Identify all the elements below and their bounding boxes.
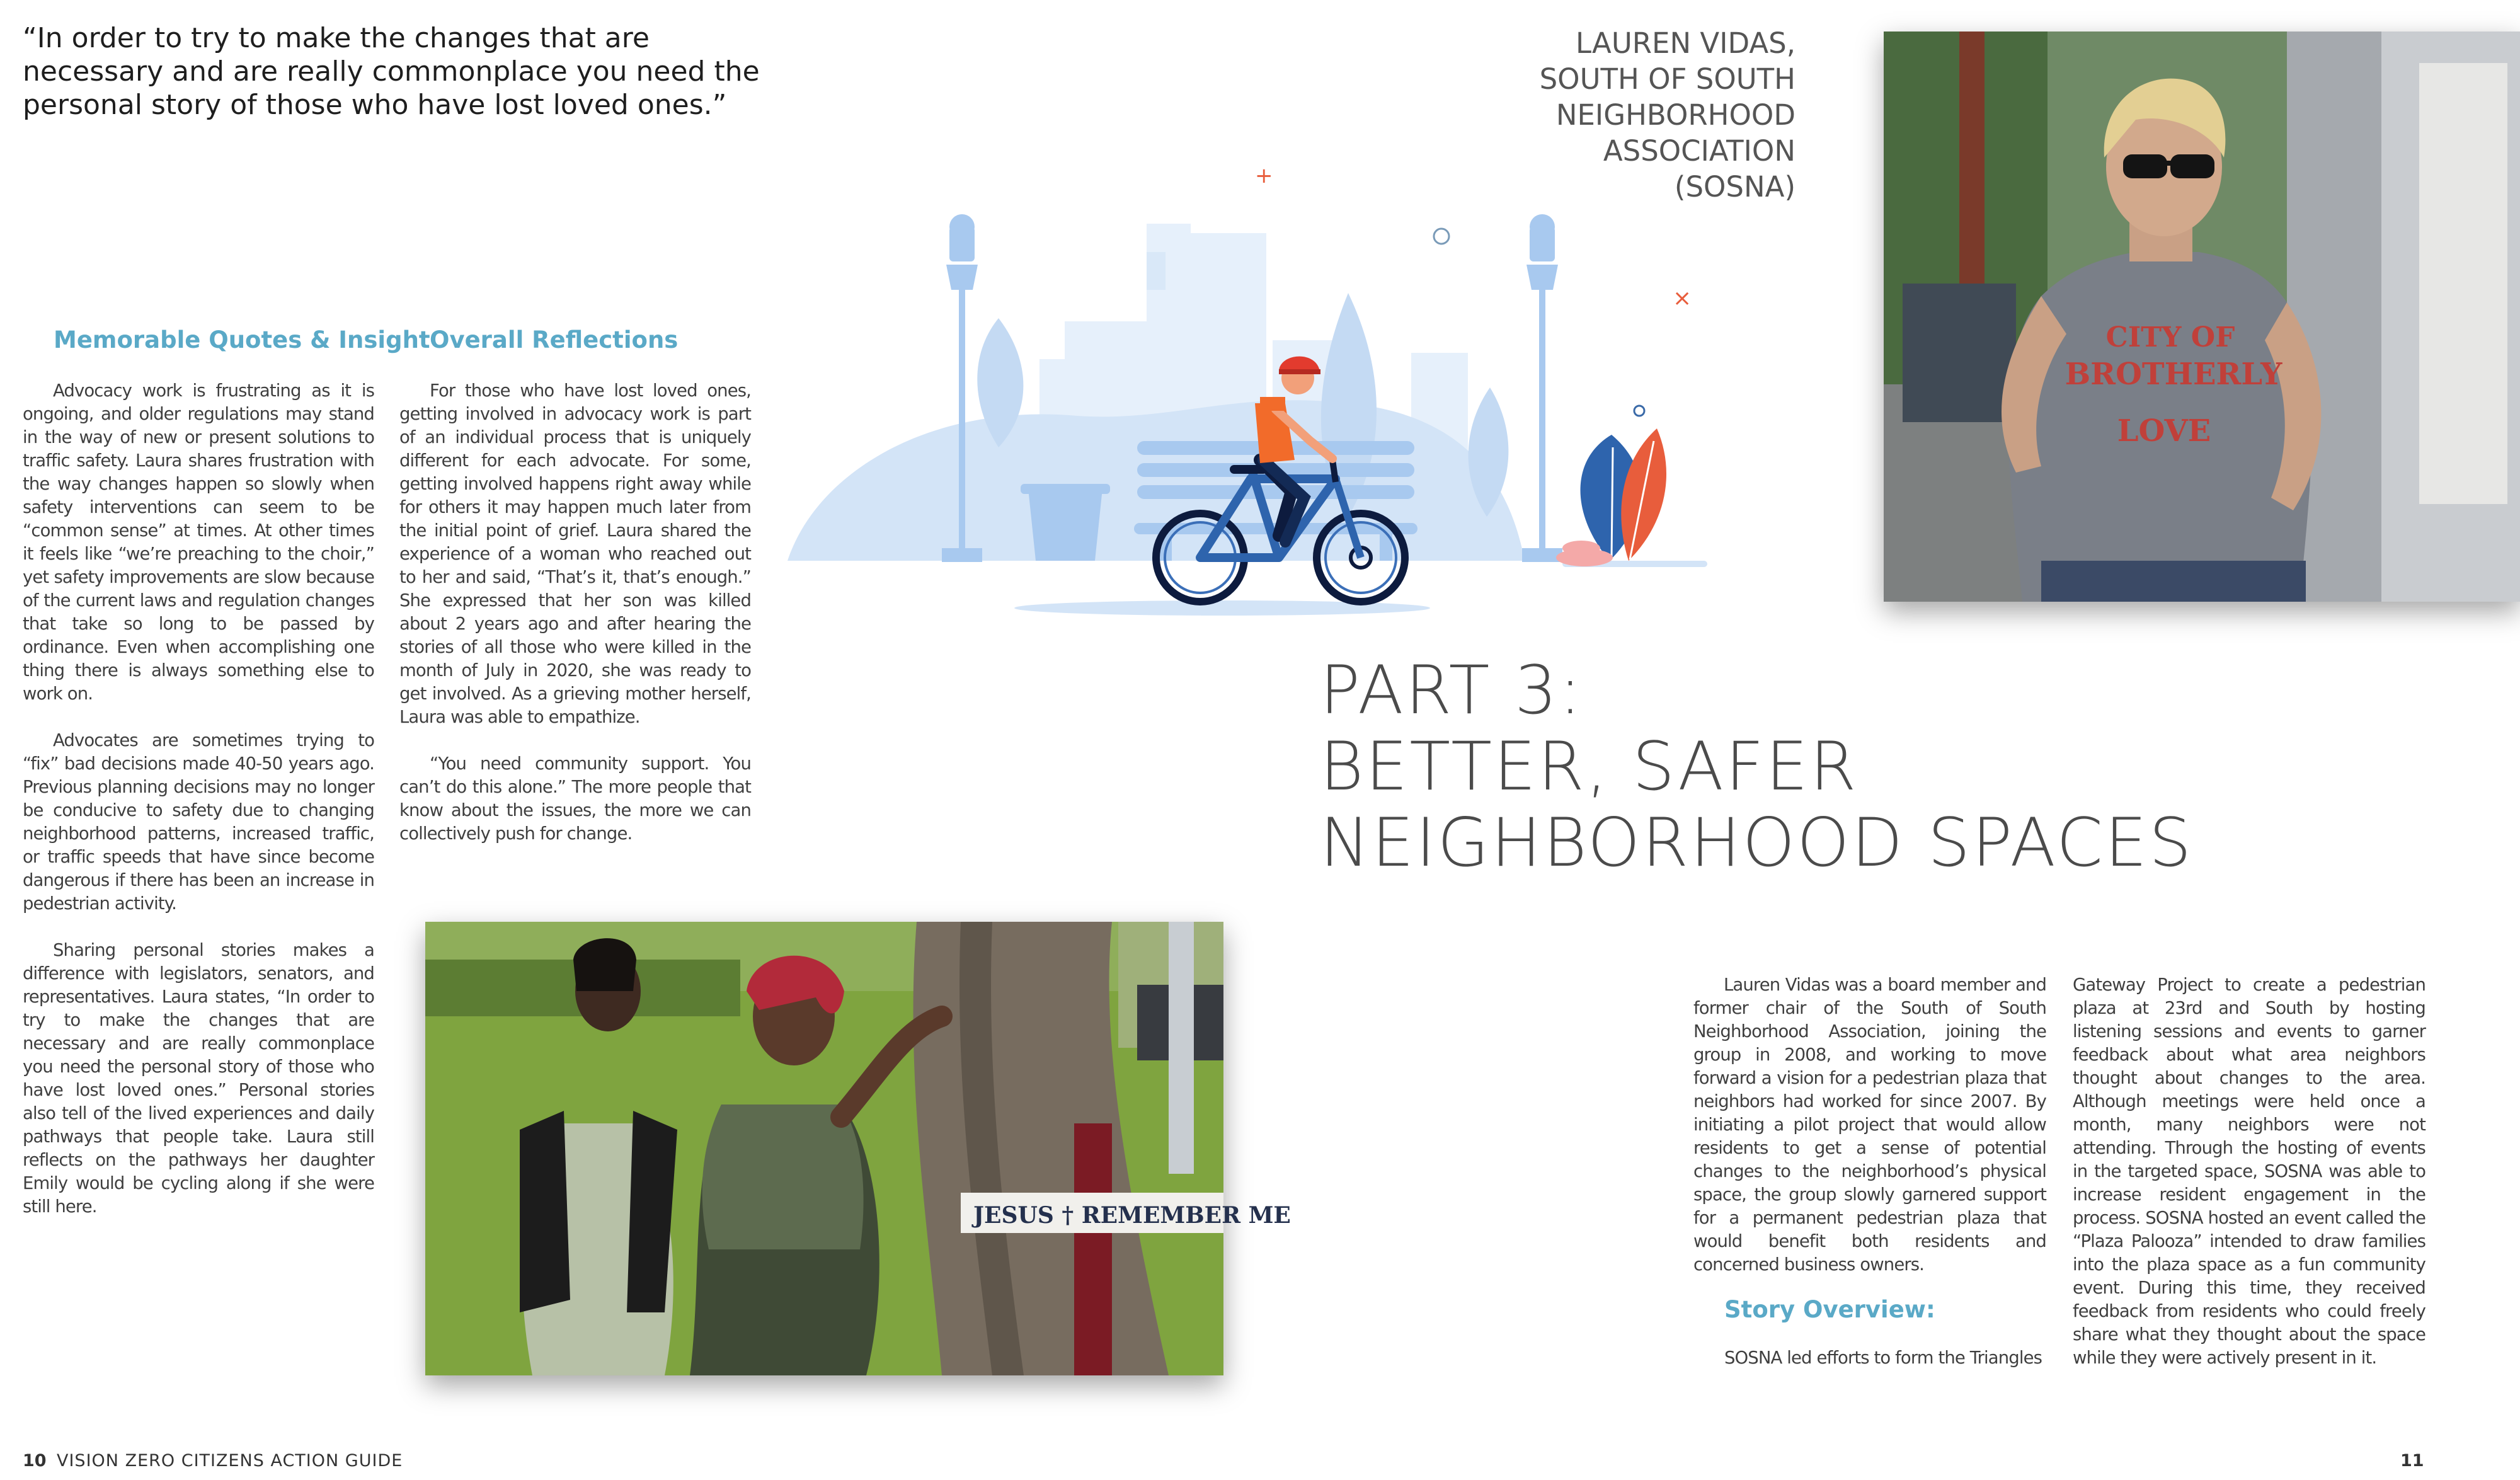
story-overview-lead: SOSNA led efforts to form the Triangles xyxy=(1724,1348,2042,1368)
part-title-line: BETTER, SAFER xyxy=(1320,728,1858,805)
story-overview-body xyxy=(2073,973,2426,1370)
attribution-line: LAUREN VIDAS, xyxy=(1575,26,1796,60)
attribution-line: (SOSNA) xyxy=(1674,170,1796,204)
part-title xyxy=(1320,652,2193,881)
overall-reflections-heading: Overall Reflections xyxy=(430,326,679,353)
shirt-text: BROTHERLY xyxy=(2065,357,2282,392)
svg-text:+: + xyxy=(1255,163,1273,188)
cyclist-park-illustration xyxy=(781,164,1739,630)
svg-text:×: × xyxy=(1673,285,1692,311)
paragraph: Sharing personal stories makes a difference with legislators, senators, and representatives. Laura states, “In order to try to make the changes that are necessary and are really commonplace you need the personal story of those who have lost loved ones.” Personal stories also tell of the lived experiences and daily pathways that people take. Laura still reflects on the pathways her daughter Emily would be cycling along if she were still here. xyxy=(23,940,374,1217)
paragraph: Advocates are sometimes trying to “fix” bad decisions made 40-50 years ago. Previous planning decisions may no longer be conducive to safety due to changing neighborhood patterns, increased traffic, or traffic speeds that have since become dangerous if there has been an increase in pedestrian activity. xyxy=(23,730,374,914)
paragraph: Lauren Vidas was a board member and former chair of the South of South Neighborhood Association, joining the group in 2008, and working to move forward a vision for a pedestrian plaza that neighbors had worked for since 2007. By initiating a pilot project that would allow residents to get a sense of potential changes to the neighborhood’s physical space, the group slowly garnered support for a permanent pedestrian plaza that would benefit both residents and concerned business owners. xyxy=(1693,975,2046,1275)
memorial-cross-photo xyxy=(425,922,1291,1375)
shirt-text: LOVE xyxy=(2117,413,2211,449)
photo-scene xyxy=(1884,32,2520,602)
story-intro-body xyxy=(1693,973,2046,1276)
lauren-vidas-photo xyxy=(1884,32,2520,602)
left-page-number: 10 xyxy=(23,1451,47,1471)
attribution-line: NEIGHBORHOOD xyxy=(1555,98,1796,132)
paragraph: Advocacy work is frustrating as it is ongoing, and older regulations may stand in the way of new or present solutions to traffic safety. Laura shares frustration with the way changes happen so slowly when safety interventions can seem to be “common sense” at times. At other times it feels like “we’re preaching to the choir,” yet safety improvements are slow because of the current laws and regulation changes that take so long to be passed by ordinance. Even when accomplishing one thing there is always something else to work on. xyxy=(23,381,374,704)
overall-reflections-body xyxy=(399,379,751,846)
cross-sign-text: JESUS † REMEMBER ME xyxy=(973,1202,1291,1229)
shirt-text: CITY OF xyxy=(2105,321,2235,353)
story-overview-heading: Story Overview: xyxy=(1724,1296,1935,1323)
pull-quote: “In order to try to make the changes that are necessary and are really commonplace you need the personal story of those who have lost loved ones.” xyxy=(23,22,760,121)
photo-scene xyxy=(425,922,1291,1375)
right-page-number: 11 xyxy=(2400,1451,2424,1471)
attribution-line: ASSOCIATION xyxy=(1603,134,1796,168)
guide-title: VISION ZERO CITIZENS ACTION GUIDE xyxy=(57,1451,403,1471)
memorable-quotes-body xyxy=(23,379,374,1219)
memorable-quotes-heading: Memorable Quotes & Insight xyxy=(54,326,430,353)
part-title-line: PART 3: xyxy=(1320,651,1584,729)
paragraph: Gateway Project to create a pedestrian plaza at 23rd and South by hosting listening sessions and events to garner feedback about what area neighbors thought about changes to the area. Although meetings were held once a month, many neighbors were not attending. Through the hosting of events in the targeted space, SOSNA was able to increase resident engagement in the process. SOSNA hosted an event called the “Plaza Palooza” intended to draw families into the plaza space as a fun community event. During this time, they received feedback from residents who could freely share what they thought about the space while they were actively present in it. xyxy=(2073,975,2426,1368)
attribution-line: SOUTH OF SOUTH xyxy=(1539,62,1796,96)
paragraph: “You need community support. You can’t do this alone.” The more people that know about the issues, the more we can collectively push for change. xyxy=(399,754,751,844)
part-title-line: NEIGHBORHOOD SPACES xyxy=(1320,804,2194,881)
paragraph: For those who have lost loved ones, getting involved in advocacy work is part of an individual process that is uniquely different for each advocate. For some, getting involved happens right away while for others it may happen much later from the initial point of grief. Laura shared the experience of a woman who reached out to her and said, “That’s it, that’s enough.” She expressed that her son was killed about 2 years ago and after hearing the stories of all those who were killed in the month of July in 2020, she was ready to get involved. As a grieving mother herself, Laura was able to empathize. xyxy=(399,381,751,727)
